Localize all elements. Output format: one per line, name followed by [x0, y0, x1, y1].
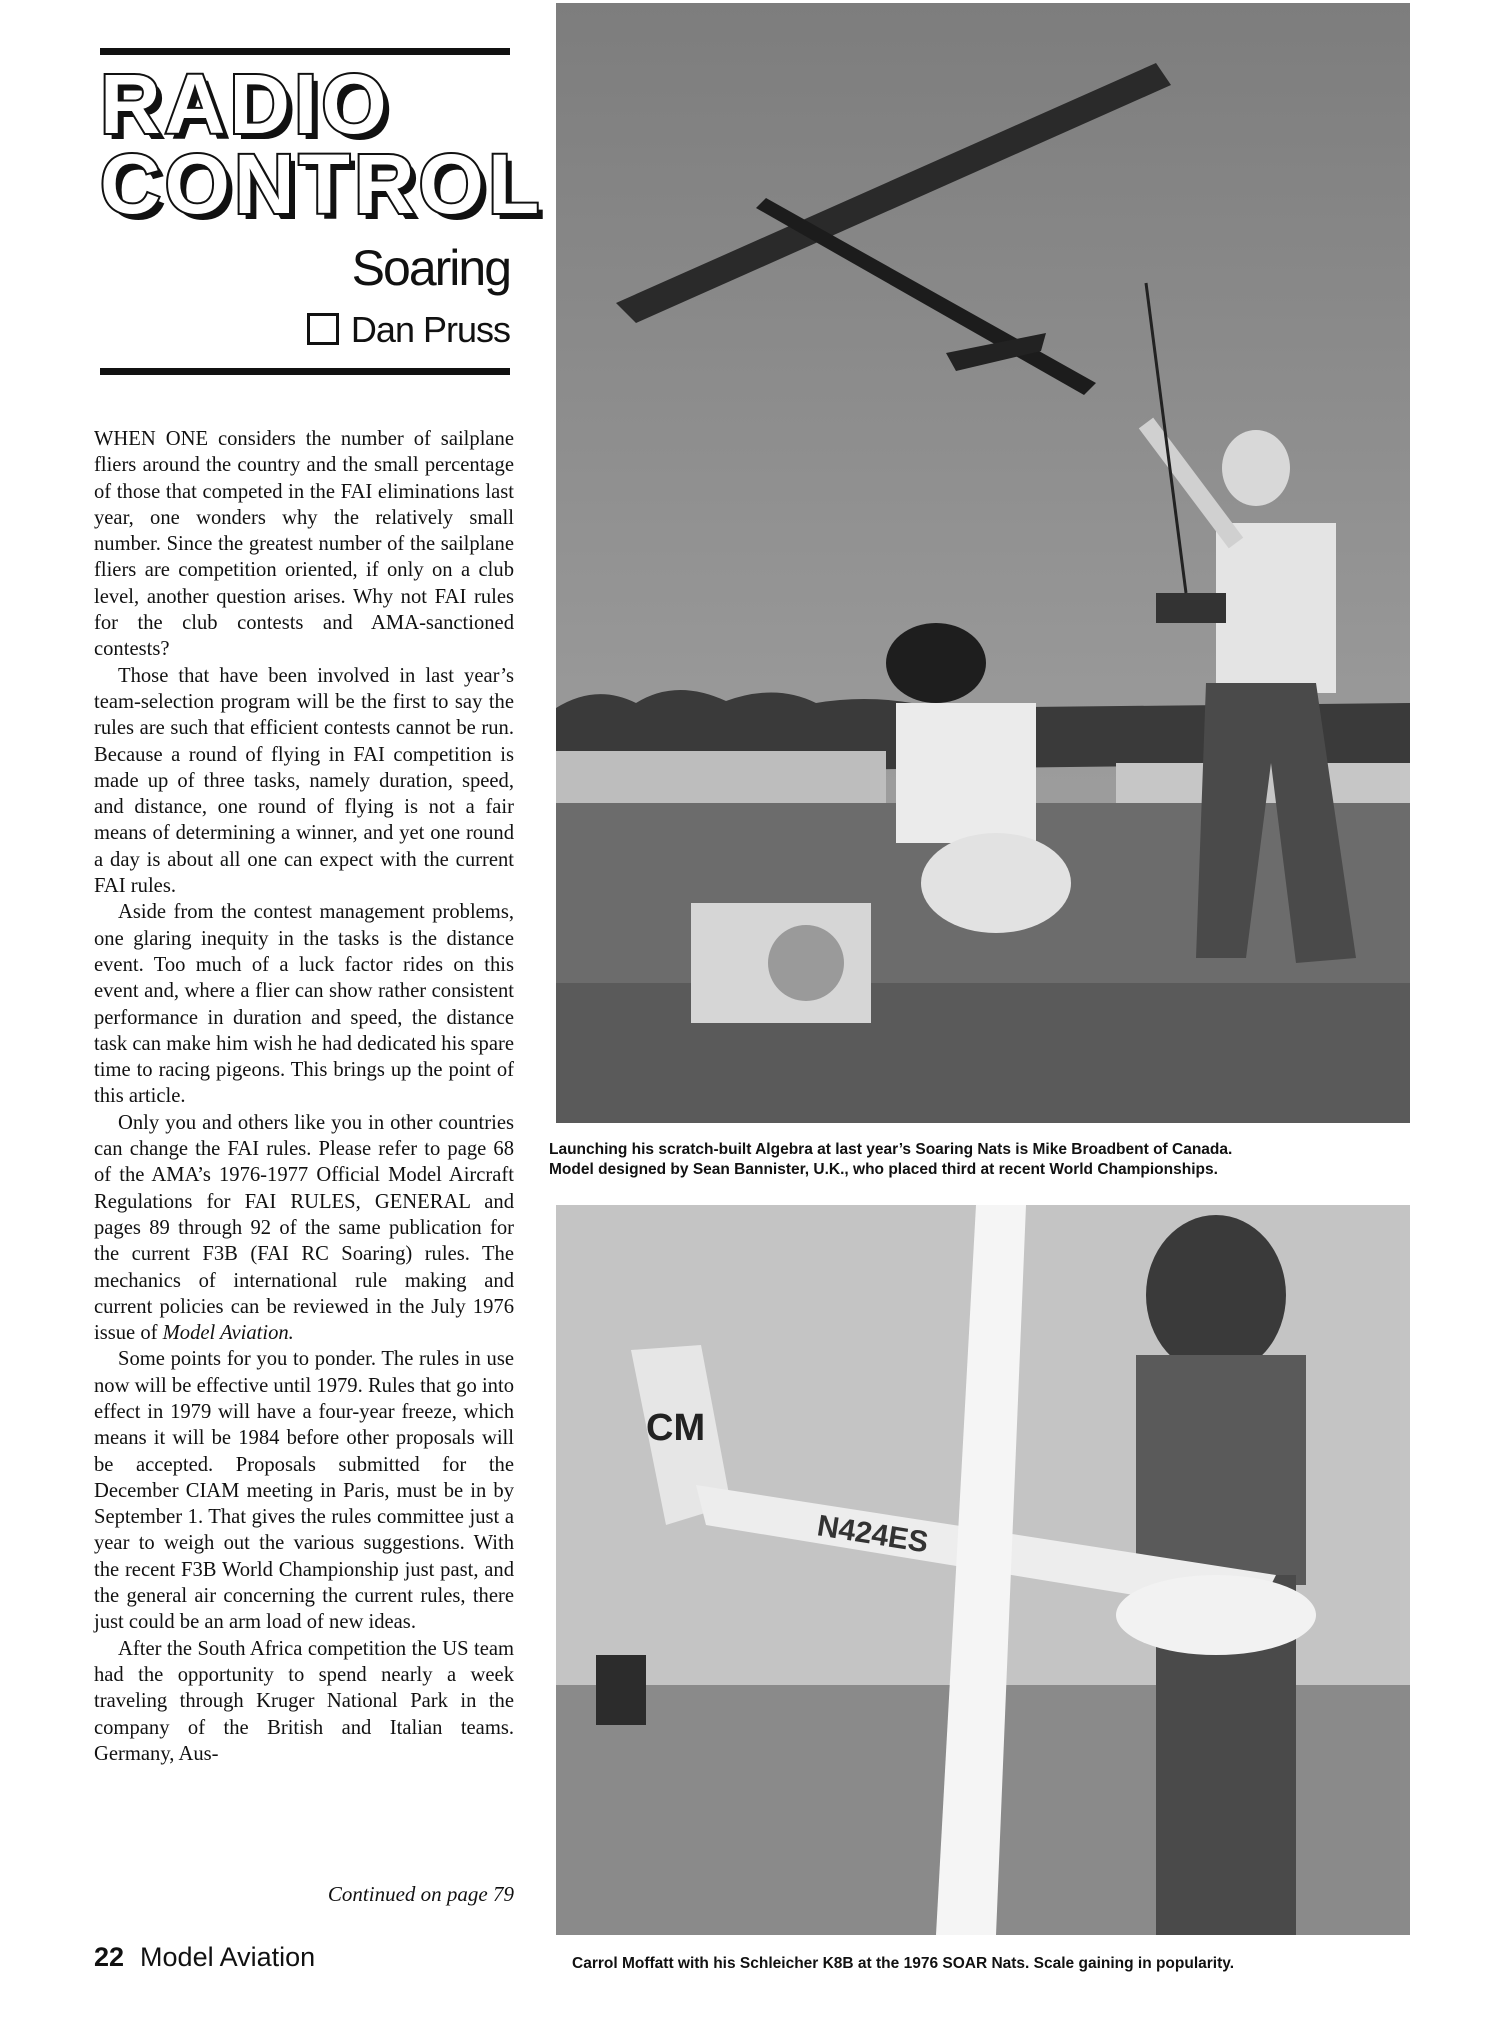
photo-caption-k8b: Carrol Moffatt with his Schleicher K8B at the 1976 SOAR Nats. Scale gaining in popularity.: [572, 1955, 1235, 1972]
photo-glider-launch: [556, 3, 1410, 1123]
article-paragraph: Some points for you to ponder. The rules in use now will be effective until 1979. Rules that go into effect in 1979 will have a four-year freeze, which means it will be 1984 before other proposals will be accepted. Proposals submitted for the December CIAM meeting in Paris, must be in by September 1. That gives the rules committee just a year to weigh out the various suggestions. With the recent F3B World Championship just past, and the general air concerning the current rules, there just could be an arm load of new ideas.: [94, 1348, 514, 1634]
photo-k8b-sailplane: [556, 1205, 1410, 1935]
checkbox-square-icon: [307, 313, 339, 345]
magazine-reference: Model Aviation.: [162, 1322, 294, 1345]
publication-name: Model Aviation: [140, 1942, 316, 1972]
article-paragraph: WHEN ONE considers the number of sailplane fliers around the country and the small percentage of those that competed in the FAI eliminations last year, one wonders why the relatively small number. Since the greatest number of the sailplane fliers are competition oriented, if only on a club level, another question arises. Why not FAI rules for the club contests and AMA-sanctioned contests?: [94, 428, 514, 661]
author-byline: [100, 308, 510, 352]
title-control: CONTROL: [100, 137, 544, 231]
article-paragraph: After the South Africa competition the US team had the opportunity to spend nearly a week traveling through Kruger National Park in the company of the British and Italian teams. Germany, Aus-: [94, 1637, 514, 1765]
registration-marking: N424ES: [814, 1509, 931, 1560]
section-subtitle: Soaring: [351, 240, 510, 296]
continued-note: Continued on page 79: [327, 1882, 514, 1906]
author-name: Dan Pruss: [350, 309, 510, 350]
photo-caption-launch: [549, 1140, 1419, 1180]
caption-line: Launching his scratch-built Algebra at last year’s Soaring Nats is Mike Broadbent of Canada.: [549, 1141, 1233, 1158]
fin-marking: CM: [646, 1407, 706, 1449]
title-bottom-rule: [100, 368, 510, 375]
photo-glider-launch-art: [556, 3, 1410, 1123]
page-footer: [94, 1942, 315, 1973]
caption-line: Model designed by Sean Bannister, U.K., who placed third at recent World Championships.: [549, 1161, 1218, 1178]
article-body: [94, 426, 514, 1767]
title-top-rule: [100, 48, 510, 55]
photo-k8b-sailplane-art: [556, 1205, 1410, 1935]
article-paragraph: Those that have been involved in last year’s team-selection program will be the first to say the rules are such that efficient contests cannot be run. Because a round of flying in FAI competition is made up of three tasks, namely duration, speed, and distance, one round of flying is not a fair means of determining a winner, and yet one round a day is about all one can expect with the current FAI rules.: [94, 664, 514, 898]
page-number: 22: [94, 1942, 125, 1972]
article-paragraph: [94, 1110, 514, 1347]
article-paragraph: Aside from the contest management problems, one glaring inequity in the tasks is the distance event. Too much of a luck factor rides on this event and, where a flier can show rather consistent performance in duration and speed, the distance task can make him wish he had dedicated his spare time to racing pigeons. This brings up the point of this article.: [94, 901, 514, 1108]
title-radio: RADIO: [100, 57, 391, 151]
article-paragraph-text: Only you and others like you in other countries can change the FAI rules. Please refer to page 68 of the AMA’s 1976-1977 Official Model Aircraft Regulations for FAI RULES, GENERAL and pages 89 through 92 of the same publication for the current F3B (FAI RC Soaring) rules. The mechanics of international rule making and current policies can be reviewed in the July 1976 issue of: [94, 1111, 514, 1345]
